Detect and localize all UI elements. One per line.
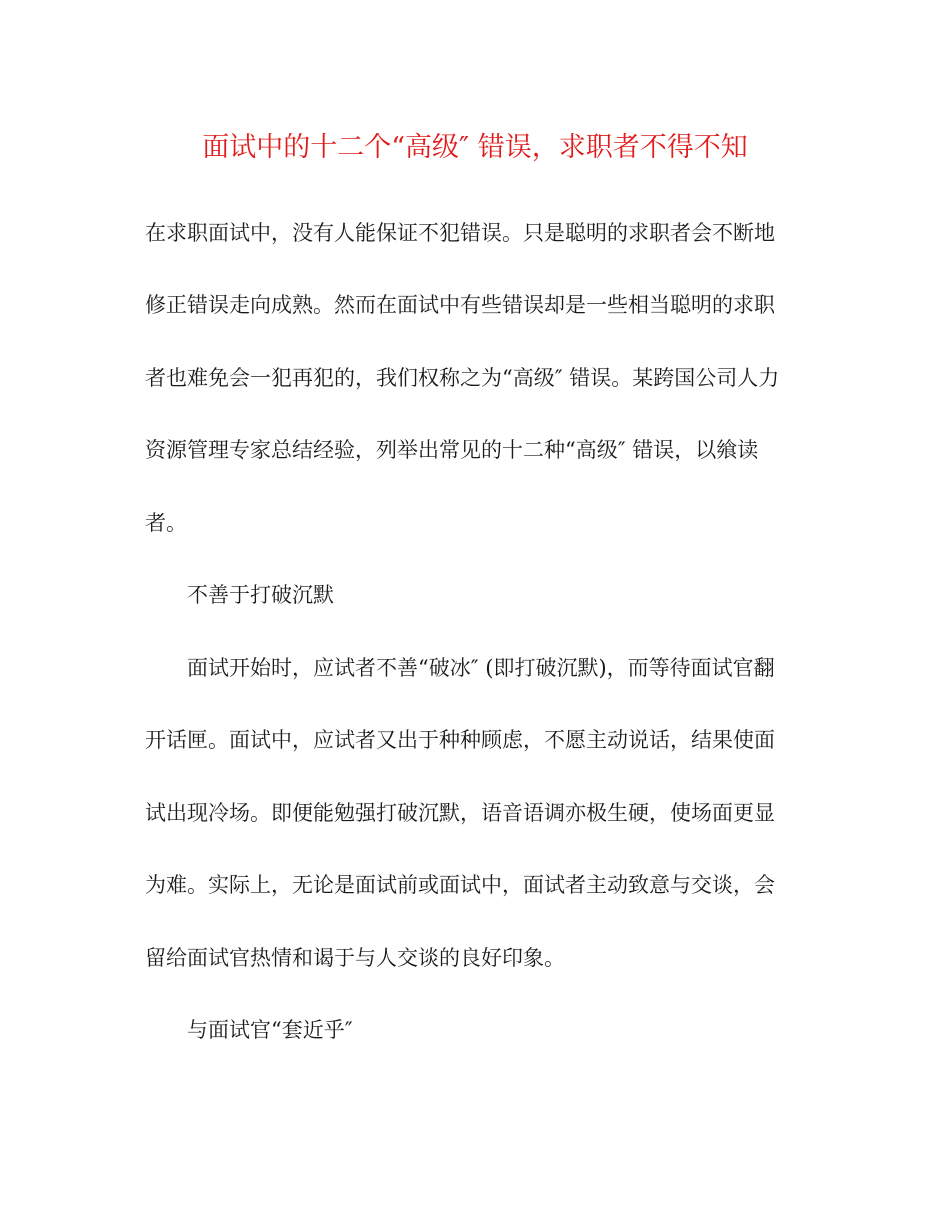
intro-line-5: 者。	[145, 511, 187, 535]
intro-line-3: 者也难免会一犯再犯的，我们权称之为“高级″ 错误。某跨国公司人力	[145, 366, 780, 390]
intro-line-4: 资源管理专家总结经验，列举出常见的十二种“高级″ 错误，以飨读	[145, 438, 759, 462]
section1-line-3: 试出现冷场。即便能勉强打破沉默，语音语调亦极生硬，使场面更显	[145, 801, 775, 825]
section-heading-breaking-silence: 不善于打破沉默	[187, 583, 334, 607]
section1-line-1: 面试开始时，应试者不善“破冰″ (即打破沉默)，而等待面试官翻	[187, 656, 775, 680]
section-heading-getting-close: 与面试官“套近乎″	[187, 1018, 353, 1042]
section1-line-4: 为难。实际上，无论是面试前或面试中，面试者主动致意与交谈，会	[145, 873, 775, 897]
intro-line-2: 修正错误走向成熟。然而在面试中有些错误却是一些相当聪明的求职	[145, 293, 775, 317]
intro-line-1: 在求职面试中，没有人能保证不犯错误。只是聪明的求职者会不断地	[145, 221, 775, 245]
section1-line-5: 留给面试官热情和谒于与人交谈的良好印象。	[145, 946, 565, 970]
section1-line-2: 开话匣。面试中，应试者又出于种种顾虑，不愿主动说话，结果使面	[145, 728, 775, 752]
document-title: 面试中的十二个“高级″ 错误，求职者不得不知	[202, 132, 748, 163]
